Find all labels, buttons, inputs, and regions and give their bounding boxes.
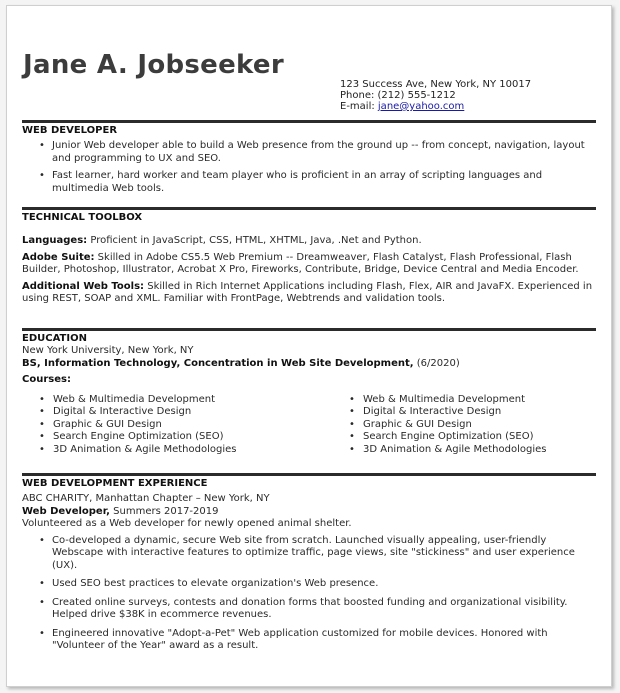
list-item: • Created online surveys, contests and donation forms that boosted funding and organizational visibility. Helped drive $38K in ecommerce revenues. (22, 597, 596, 622)
section-education (22, 328, 596, 460)
courses-columns (22, 394, 596, 460)
contact-email-line (340, 101, 531, 112)
summary-list (22, 140, 596, 195)
email-label: E-mail: (340, 101, 378, 112)
section-divider (22, 328, 596, 331)
list-item: • Web & Multimedia Development (347, 394, 546, 407)
experience-list (22, 535, 596, 653)
section-heading: WEB DEVELOPMENT EXPERIENCE (22, 478, 208, 489)
list-item: • Search Engine Optimization (SEO) (347, 431, 546, 444)
school: New York University, New York, NY (22, 345, 194, 356)
toolbox-label: Additional Web Tools: (22, 280, 145, 292)
list-item: • 3D Animation & Agile Methodologies (37, 444, 236, 457)
toolbox-label: Adobe Suite: (22, 251, 95, 263)
degree-line (22, 358, 596, 371)
section-divider (22, 120, 596, 123)
role-dates: Summers 2017-2019 (109, 505, 219, 517)
list-item: • Junior Web developer able to build a Web presence from the ground up -- from concept, navigation, layout and programming to UX and SEO. (22, 140, 596, 165)
section-divider (22, 207, 596, 210)
list-item: • Graphic & GUI Design (347, 419, 546, 432)
courses-label: Courses: (22, 374, 71, 385)
toolbox-label: Languages: (22, 235, 88, 246)
role-line (22, 506, 596, 519)
employer: ABC CHARITY, Manhattan Chapter – New York, NY (22, 493, 270, 504)
list-item: • 3D Animation & Agile Methodologies (347, 444, 546, 457)
contact-address: 123 Success Ave, New York, NY 10017 (340, 79, 532, 90)
section-web-developer (22, 120, 596, 195)
courses-list-left (37, 394, 236, 457)
list-item: • Digital & Interactive Design (347, 406, 546, 419)
degree: BS, Information Technology, Concentration in Web Site Development, (22, 357, 414, 369)
candidate-name: Jane A. Jobseeker (23, 50, 284, 80)
list-item: • Digital & Interactive Design (37, 406, 236, 419)
section-heading: TECHNICAL TOOLBOX (22, 212, 143, 223)
contact-phone: Phone: (212) 555-1212 (340, 90, 456, 101)
list-item: • Co-developed a dynamic, secure Web site from scratch. Launched visually appealing, user-friendly Webscape with interactive features to optimize traffic, page views, site "stickiness" and user experience (UX). (22, 535, 596, 573)
list-item: • Used SEO best practices to elevate organization's Web presence. (22, 578, 596, 591)
list-item: • Web & Multimedia Development (37, 394, 236, 407)
section-technical-toolbox (22, 207, 596, 306)
resume-page (6, 5, 612, 687)
toolbox-text: Proficient in JavaScript, CSS, HTML, XHTML, Java, .Net and Python. (87, 235, 422, 246)
courses-line (22, 374, 596, 387)
section-heading: EDUCATION (22, 333, 87, 344)
toolbox-text: Skilled in Adobe CS5.5 Web Premium -- Dreamweaver, Flash Catalyst, Flash Professional, Flash Builder, Photoshop, Illustrator, Acrobat X Pro, Fireworks, Contribute, Bridge, Device Central and Media Encoder. (22, 251, 579, 275)
list-item: • Engineered innovative "Adopt-a-Pet" Web application customized for mobile devices. Honored with "Volunteer of the Year" award as a result. (22, 628, 596, 653)
courses-list-right (347, 394, 546, 457)
experience-summary: Volunteered as a Web developer for newly opened animal shelter. (22, 518, 352, 529)
section-experience (22, 473, 596, 653)
list-item: • Search Engine Optimization (SEO) (37, 431, 236, 444)
toolbox-item (22, 235, 596, 248)
list-item: • Graphic & GUI Design (37, 419, 236, 432)
list-item: • Fast learner, hard worker and team player who is proficient in an array of scripting languages and multimedia Web tools. (22, 170, 596, 195)
toolbox-item (22, 252, 596, 277)
degree-date: (6/2020) (413, 357, 460, 369)
email-link[interactable]: jane@yahoo.com (377, 101, 465, 112)
toolbox-item (22, 281, 596, 306)
toolbox-text: Skilled in Rich Internet Applications including Flash, Flex, AIR and JavaFX. Experienced in using REST, SOAP and XML. Familiar with FrontPage, Webtrends and validation tools. (22, 280, 593, 304)
section-divider (22, 473, 596, 476)
role: Web Developer, (22, 505, 110, 517)
section-heading: WEB DEVELOPER (22, 125, 118, 136)
contact-block (340, 79, 531, 112)
